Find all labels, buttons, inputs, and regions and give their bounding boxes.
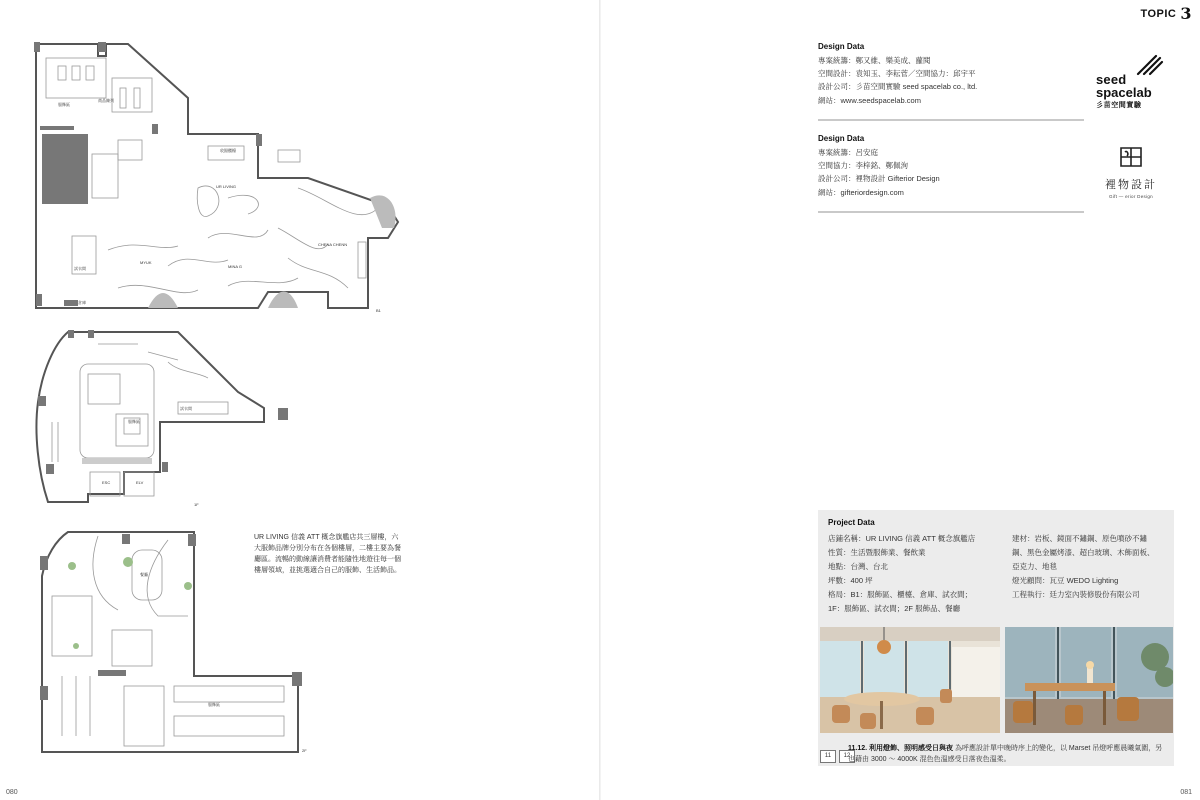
design-data-line: 空間設計：袁知玉、李耘菅／空間協力：邱宇平: [818, 69, 976, 79]
project-data-line: 燈光顧問：瓦豆 WEDO Lighting: [1012, 576, 1119, 585]
project-data-title: Project Data: [828, 518, 875, 527]
plan-label: 試衣間: [74, 266, 86, 271]
design-data-line: 專案統籌：呂安庭: [818, 148, 878, 157]
logo-text: 彡苗空間實驗: [1096, 102, 1142, 109]
logo-text: Gift — erior Design: [1109, 194, 1153, 199]
project-data-line: 建材：岩板、鏡面不鏽鋼、原色噴砂不鏽: [1012, 534, 1147, 543]
plan-label: 服飾區: [128, 419, 140, 424]
topic-label: TOPIC: [1140, 7, 1177, 20]
page-number-right: 081: [1180, 789, 1192, 796]
plan-label: CHENA CHENN: [318, 242, 348, 247]
level-tag: B1: [376, 308, 381, 313]
plan-label: ELV: [136, 480, 144, 485]
logo-text: spacelab: [1096, 85, 1152, 100]
design-data-line: 專案統籌：鄭又維、樂美成、蘿閱: [818, 56, 931, 65]
level-tag: 2F: [302, 748, 307, 753]
divider: [818, 211, 1084, 213]
caption-number: 12: [839, 750, 855, 763]
design-data-line: 網站：gifteriordesign.com: [818, 187, 904, 197]
plan-label: 倉庫: [78, 300, 86, 305]
project-data-line: 地點：台灣、台北: [828, 562, 888, 571]
project-data-line: 亞克力、地毯: [1012, 562, 1057, 571]
plan-label: 試衣間: [180, 406, 192, 411]
project-data-line: 格局：B1：服飾區、櫃檯、倉庫、試衣間；: [828, 590, 973, 599]
design-data-line: 空間協力：李梓銘、鄭佩洵: [818, 161, 908, 171]
spread-gutter: [599, 0, 601, 800]
plan-label: 收銀櫃檯: [220, 148, 236, 153]
design-data-block: [818, 132, 1086, 199]
plan-label: UR LIVING: [216, 184, 237, 189]
plan-label: MYUK: [140, 260, 152, 265]
project-data-line: 工程執行：廷力室內裝修股份有限公司: [1012, 590, 1140, 599]
intro-paragraph: UR LIVING 信義 ATT 概念旗艦店共三層樓，六大服飾品牌分別分布在各個樓層，二樓主要為餐廳區。流暢的動線讓消費者能隨性地遊往每一個樓層領域，並挑選適合自己的服飾、生活飾品。: [254, 534, 401, 574]
plan-label: 餐廳: [140, 572, 148, 577]
page-number-left: 080: [6, 789, 18, 796]
project-data-line: 坪數：400 坪: [828, 576, 873, 585]
interior-photo-day: [820, 627, 1000, 733]
gifterior-mark-icon: [1117, 144, 1145, 170]
topic-mark: 3: [1180, 4, 1192, 23]
plan-label: 商品陳列: [98, 98, 114, 103]
caption-lead: 11.12. 利用燈飾、照明感受日與夜: [848, 745, 954, 752]
design-data-title: Design Data: [818, 134, 865, 143]
plan-label: 服飾區: [208, 702, 220, 707]
project-data-line: 店鋪名稱：UR LIVING 信義 ATT 概念旗艦店: [828, 534, 976, 543]
logo-text: seed: [1096, 72, 1127, 87]
design-data-block: [818, 40, 1086, 107]
design-data-line: 網站：www.seedspacelab.com: [818, 95, 921, 105]
topic-header: [1140, 4, 1192, 23]
caption-number: 11: [820, 750, 836, 763]
plan-label: ESC: [102, 480, 111, 485]
caption-text: 為呼應設計單中晚時序上的變化，以 Marset 吊燈呼應晨曦氣圍，另也藉由 3000 ～ 4000K 混色色溫感受日落夜色溫柔。: [848, 745, 1163, 763]
project-data-line: 1F：服飾區、試衣間；2F 服飾品、餐廳: [828, 604, 961, 613]
project-data-left: [828, 532, 1004, 616]
divider: [818, 119, 1084, 121]
logo-text: 裡物設計: [1105, 179, 1157, 191]
plan-label: 服飾區: [58, 102, 70, 107]
plan-label: MINA G: [228, 264, 243, 269]
floor-plan-1f: [28, 322, 298, 512]
design-data-line: 設計公司：彡苗空間實驗 seed spacelab co., ltd.: [818, 82, 978, 92]
gifterior-logo: [1096, 144, 1166, 204]
design-data-title: Design Data: [818, 42, 865, 51]
project-data-line: 鋼、黑色金屬烤漆、超白玻璃、木飾面板、: [1012, 548, 1155, 557]
project-data-line: 性質：生活暨服飾業、餐飲業: [828, 548, 926, 557]
level-tag: 1F: [194, 502, 199, 507]
seed-spacelab-logo: [1094, 52, 1166, 110]
photo-caption: [848, 743, 1166, 765]
interior-photo-night: [1005, 627, 1173, 733]
project-data-right: [1012, 532, 1168, 602]
design-data-line: 設計公司：裡物設計 Gifterior Design: [818, 174, 940, 184]
floor-plan-b1: [28, 38, 408, 320]
